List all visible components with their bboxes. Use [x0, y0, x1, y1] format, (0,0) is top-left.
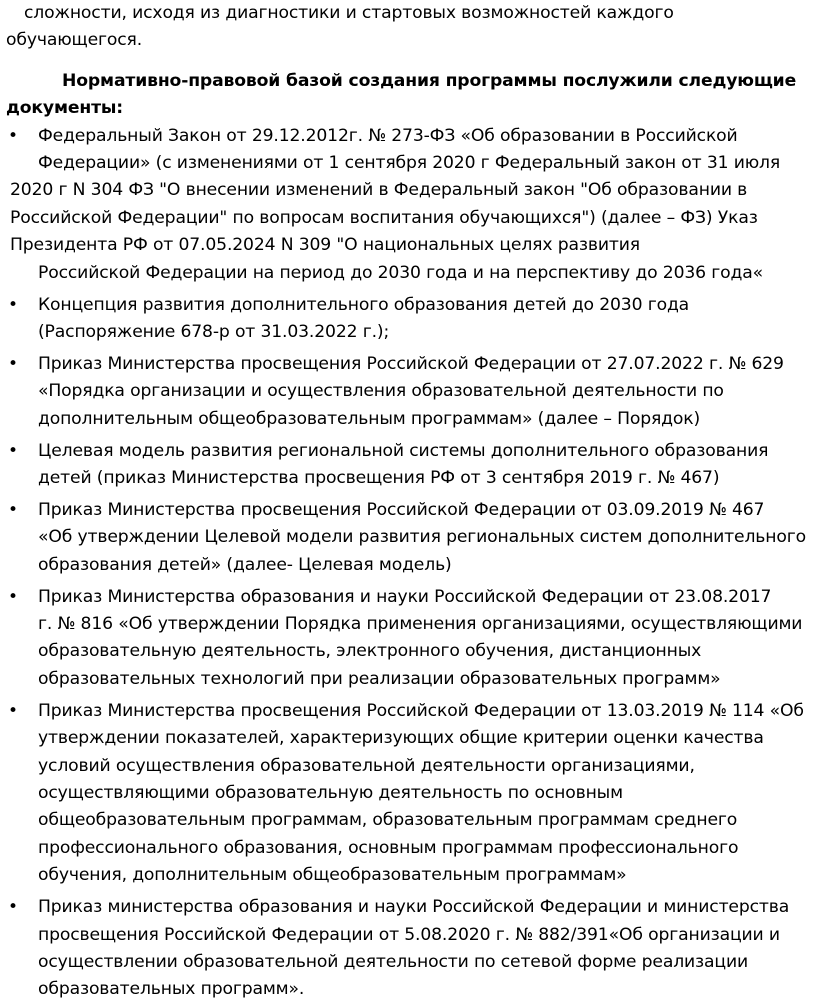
list-item-line: общеобразовательным программам, образовательным программам среднего: [38, 810, 738, 831]
list-item: [6, 497, 806, 579]
list-item-line: образования детей» (далее- Целевая модель): [38, 554, 452, 575]
list-item: [6, 351, 802, 433]
list-item-line: «Об утверждении Целевой модели развития региональных систем дополнительного: [38, 527, 806, 548]
list-item-line: Приказ Министерства просвещения Российской Федерации от 13.03.2019 № 114 «Об: [38, 700, 804, 721]
list-item-line: Федеральный Закон от 29.12.2012г. № 273-ФЗ «Об образовании в Российской: [38, 125, 738, 146]
list-item: [6, 292, 802, 347]
bullet-icon: •: [8, 499, 19, 520]
list-item-line: Приказ Министерства просвещения Российской Федерации от 27.07.2022 г. № 629: [38, 353, 784, 374]
list-item-line: дополнительным общеобразовательным программам» (далее – Порядок): [38, 408, 701, 429]
list-item-line: профессионального образования, основным программам профессионального: [38, 837, 739, 858]
list-item-line: Федерации» (с изменениями от 1 сентября 2020 г Федеральный закон от 31 июля: [38, 153, 781, 174]
list-item-line: детей (приказ Министерства просвещения РФ от 3 сентября 2019 г. № 467): [38, 468, 720, 488]
list-item-line: обучения, дополнительным общеобразовательным программам»: [38, 865, 627, 886]
section-heading: [6, 68, 802, 123]
list-item-line: (Распоряжение 678-р от 31.03.2022 г.);: [38, 321, 390, 342]
bullet-icon: •: [8, 700, 19, 721]
list-item-line: Целевая модель развития региональной системы дополнительного образования: [38, 440, 769, 461]
bullet-icon: •: [8, 586, 19, 607]
intro-line-1: сложности, исходя из диагностики и стартовых возможностей каждого: [24, 3, 674, 23]
bullet-icon: •: [8, 440, 19, 461]
list-item: [6, 438, 802, 493]
list-item-line: Российской Федерации на период до 2030 года и на перспективу до 2036 года«: [38, 262, 763, 283]
list-item-line: г. № 816 «Об утверждении Порядка применения организациями, осуществляющими: [38, 614, 803, 635]
bullet-icon: •: [8, 897, 19, 918]
list-item-line: условий осуществления образовательной деятельности организациями,: [38, 755, 695, 776]
list-item-line: осуществлении образовательной деятельности по сетевой форме реализации: [38, 951, 749, 972]
list-item: [6, 584, 802, 694]
list-item-line: Приказ Министерства просвещения Российской Федерации от 03.09.2019 № 467: [38, 499, 765, 520]
list-item-line: утверждении показателей, характеризующих общие критерии оценки качества: [38, 728, 764, 749]
list-item-line: Президента РФ от 07.05.2024 N 309 "О национальных целях развития: [10, 235, 640, 256]
list-item-line: осуществляющими образовательную деятельность по основным: [38, 782, 623, 803]
list-item-line: Концепция развития дополнительного образования детей до 2030 года: [38, 294, 690, 315]
list-item-line: «Порядка организации и осуществления образовательной деятельности по: [38, 381, 724, 402]
list-item-line: Приказ министерства образования и науки Российской Федерации и министерства: [38, 897, 790, 918]
list-item: [6, 698, 802, 890]
bullet-icon: •: [8, 294, 19, 315]
list-item-line: образовательных программ».: [38, 979, 305, 1000]
heading-line-1: Нормативно-правовой базой создания программы послужили следующие: [62, 70, 797, 91]
bullet-icon: •: [8, 353, 19, 374]
list-item: [6, 123, 802, 287]
list-item-line: Приказ Министерства образования и науки Российской Федерации от 23.08.2017: [38, 586, 772, 607]
list-item: [6, 894, 802, 1004]
bullet-icon: •: [8, 125, 19, 146]
list-item-line: образовательных технологий при реализации образовательных программ»: [38, 668, 721, 689]
heading-line-2: документы:: [6, 98, 124, 119]
list-item-line: Российской Федерации" по вопросам воспитания обучающихся") (далее – ФЗ) Указ: [10, 207, 758, 228]
list-item-line: просвещения Российской Федерации от 5.08.2020 г. № 882/391«Об организации и: [38, 924, 780, 945]
intro-line-2: обучающегося.: [6, 30, 143, 51]
list-item-line: образовательную деятельность, электронного обучения, дистанционных: [38, 641, 702, 662]
documents-list: [6, 123, 806, 1004]
list-item-line: 2020 г N 304 ФЗ "О внесении изменений в Федеральный закон "Об образовании в: [10, 180, 748, 201]
